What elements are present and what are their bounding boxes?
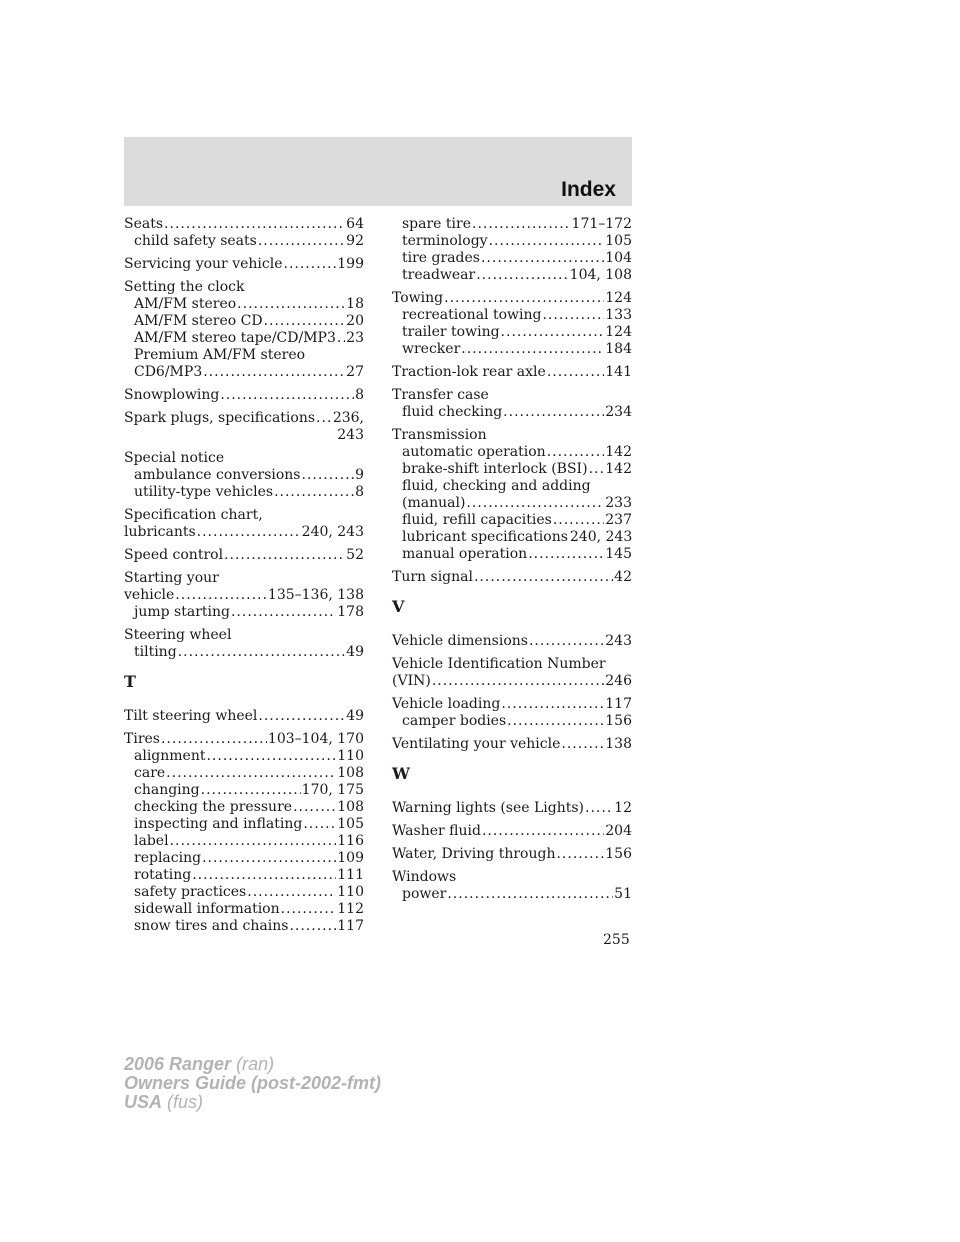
index-entry xyxy=(392,427,632,563)
index-term: Tires xyxy=(124,731,160,747)
index-letter-heading: V xyxy=(392,597,405,616)
index-term: Spark plugs, specifications xyxy=(124,410,316,426)
index-page-ref: 108 xyxy=(337,799,364,815)
index-entry xyxy=(392,869,632,903)
dot-leader xyxy=(585,800,613,817)
dot-leader xyxy=(476,267,568,284)
index-letter-heading: T xyxy=(124,672,136,691)
dot-leader xyxy=(529,633,604,650)
page-number: 255 xyxy=(603,932,630,948)
index-page-ref: 110 xyxy=(337,884,364,900)
footer-market: USA xyxy=(124,1092,163,1112)
index-entry xyxy=(124,731,364,935)
dot-leader xyxy=(481,250,604,267)
index-page-ref: 124 xyxy=(605,324,632,340)
index-page-ref: 112 xyxy=(337,901,364,917)
index-term: child safety seats xyxy=(134,233,257,249)
index-subentry-line xyxy=(392,307,632,324)
index-term: AM/FM stereo CD xyxy=(134,313,263,329)
index-page-ref: 237 xyxy=(605,512,632,528)
dot-leader xyxy=(489,233,605,250)
index-entry-line xyxy=(124,524,364,541)
index-subentry-line xyxy=(392,512,632,529)
index-subentry-line xyxy=(392,267,632,284)
index-term: Warning lights (see Lights) xyxy=(392,800,585,816)
index-subentry-line xyxy=(124,313,364,330)
index-term: recreational towing xyxy=(402,307,542,323)
index-page-ref: 104 xyxy=(605,250,632,266)
index-page-ref: 92 xyxy=(346,233,364,249)
index-page-ref: 110 xyxy=(337,748,364,764)
index-page-ref: 135–136, 138 xyxy=(267,587,364,603)
index-term: lubricants xyxy=(124,524,196,540)
index-term: AM/FM stereo tape/CD/MP3 xyxy=(134,330,336,346)
index-entry xyxy=(392,823,632,840)
index-term: Windows xyxy=(392,869,457,885)
index-subentry-line xyxy=(124,918,364,935)
dot-leader xyxy=(231,604,336,621)
index-entry-line xyxy=(392,569,632,586)
index-subentry-line xyxy=(392,444,632,461)
index-entry xyxy=(124,547,364,564)
index-entry-line xyxy=(392,846,632,863)
index-term: tilting xyxy=(134,644,177,660)
index-column-left xyxy=(124,216,364,941)
dot-leader xyxy=(202,850,336,867)
index-subentry-line xyxy=(392,478,632,495)
index-subentry-line xyxy=(124,816,364,833)
index-subentry-line xyxy=(124,782,364,799)
index-entry xyxy=(124,450,364,501)
index-entry-line xyxy=(392,696,632,713)
dot-leader xyxy=(472,216,571,233)
dot-leader xyxy=(482,823,604,840)
index-entry xyxy=(392,290,632,358)
footer xyxy=(124,1055,381,1112)
dot-leader xyxy=(293,799,336,816)
dot-leader xyxy=(301,467,354,484)
dot-leader xyxy=(474,569,613,586)
index-page-ref: 138 xyxy=(605,736,632,752)
index-entry xyxy=(124,410,364,444)
index-page-ref: 8 xyxy=(355,484,364,500)
index-entry xyxy=(392,846,632,863)
index-page-ref: 42 xyxy=(614,569,632,585)
index-entry xyxy=(124,507,364,541)
index-entry-line xyxy=(392,673,632,690)
footer-model-code: (ran) xyxy=(236,1054,275,1074)
dot-leader xyxy=(289,918,336,935)
index-entry xyxy=(124,387,364,404)
dot-leader xyxy=(178,644,346,661)
index-page-ref: 116 xyxy=(337,833,364,849)
index-subentry-line xyxy=(124,799,364,816)
dot-leader xyxy=(556,846,604,863)
index-subentry-line xyxy=(124,765,364,782)
index-term: wrecker xyxy=(402,341,461,357)
index-subentry-line xyxy=(124,867,364,884)
index-page-ref: 12 xyxy=(614,800,632,816)
index-entry-line xyxy=(124,507,364,524)
dot-leader xyxy=(501,696,604,713)
dot-leader xyxy=(220,387,354,404)
dot-leader xyxy=(542,307,604,324)
index-subentry-line xyxy=(392,529,632,546)
dot-leader xyxy=(175,587,267,604)
index-entry xyxy=(124,708,364,725)
index-subentry-line xyxy=(124,330,364,347)
index-term: Starting your xyxy=(124,570,219,586)
index-entry xyxy=(124,216,364,250)
index-subentry-line xyxy=(392,546,632,563)
index-subentry-line xyxy=(124,748,364,765)
index-term: jump starting xyxy=(134,604,230,620)
index-term: Washer fluid xyxy=(392,823,481,839)
index-page-ref: 243 xyxy=(337,427,364,443)
index-subentry-line xyxy=(124,604,364,621)
index-page-ref: 171–172 xyxy=(571,216,632,232)
dot-leader xyxy=(170,833,337,850)
index-term: tire grades xyxy=(402,250,480,266)
index-term: Seats xyxy=(124,216,164,232)
index-term: Setting the clock xyxy=(124,279,245,295)
index-term: care xyxy=(134,765,166,781)
index-term: terminology xyxy=(402,233,488,249)
index-term: vehicle xyxy=(124,587,175,603)
index-entry-line xyxy=(124,708,364,725)
dot-leader xyxy=(197,524,301,541)
index-term: label xyxy=(134,833,169,849)
index-entry xyxy=(392,696,632,730)
dot-leader xyxy=(206,748,336,765)
index-page-ref: 49 xyxy=(346,708,364,724)
index-term: brake-shift interlock (BSI) xyxy=(402,461,588,477)
index-term: Steering wheel xyxy=(124,627,232,643)
footer-guide: Owners Guide (post-2002-fmt) xyxy=(124,1073,382,1093)
index-term: camper bodies xyxy=(402,713,507,729)
index-page-ref: 156 xyxy=(605,713,632,729)
index-term: Turn signal xyxy=(392,569,473,585)
index-term: Speed control xyxy=(124,547,224,563)
index-column-right xyxy=(392,216,632,909)
index-term: Tilt steering wheel xyxy=(124,708,258,724)
index-entry xyxy=(392,569,632,586)
dot-leader xyxy=(258,233,345,250)
index-entry-line xyxy=(392,823,632,840)
index-term: spare tire xyxy=(402,216,472,232)
dot-leader xyxy=(166,765,336,782)
index-term: Traction-lok rear axle xyxy=(392,364,546,380)
index-page-ref: 170, 175 xyxy=(301,782,364,798)
dot-leader xyxy=(337,330,345,347)
index-term: CD6/MP3 xyxy=(134,364,203,380)
index-page-ref: 27 xyxy=(346,364,364,380)
index-subentry-line xyxy=(124,484,364,501)
index-term: safety practices xyxy=(134,884,247,900)
index-term: checking the pressure xyxy=(134,799,293,815)
index-page-ref: 236, xyxy=(332,410,364,426)
index-page-ref: 8 xyxy=(355,387,364,403)
index-page-ref: 20 xyxy=(346,313,364,329)
index-term: lubricant specifications xyxy=(402,529,568,545)
index-subentry-line xyxy=(392,404,632,421)
index-term: Servicing your vehicle xyxy=(124,256,283,272)
dot-leader xyxy=(501,324,605,341)
index-entry-line xyxy=(124,216,364,233)
index-entry xyxy=(392,216,632,284)
index-term: trailer towing xyxy=(402,324,500,340)
index-page-ref: 52 xyxy=(346,547,364,563)
index-subentry-line xyxy=(124,901,364,918)
index-entry-line xyxy=(124,279,364,296)
index-page-ref: 104, 108 xyxy=(569,267,632,283)
index-subentry-line xyxy=(124,296,364,313)
index-term: automatic operation xyxy=(402,444,546,460)
index-letter-heading: W xyxy=(392,764,410,783)
index-page-ref: 145 xyxy=(605,546,632,562)
index-page-ref: 49 xyxy=(346,644,364,660)
dot-leader xyxy=(553,512,604,529)
index-subentry-line xyxy=(124,850,364,867)
index-term: (manual) xyxy=(402,495,466,511)
index-entry xyxy=(392,633,632,650)
index-term: Towing xyxy=(392,290,444,306)
dot-leader xyxy=(461,341,604,358)
index-term: Transmission xyxy=(392,427,487,443)
index-entry-line xyxy=(392,290,632,307)
index-entry-line xyxy=(124,256,364,273)
index-term: treadwear xyxy=(402,267,476,283)
dot-leader xyxy=(258,708,345,725)
dot-leader xyxy=(503,404,604,421)
index-entry-line xyxy=(124,450,364,467)
index-page-ref: 9 xyxy=(355,467,364,483)
index-entry-line xyxy=(124,387,364,404)
index-page-ref: 124 xyxy=(605,290,632,306)
index-subentry-line xyxy=(124,364,364,381)
index-page-ref: 142 xyxy=(605,461,632,477)
index-entry xyxy=(124,570,364,621)
index-page-ref: 240, 243 xyxy=(569,529,633,545)
index-page-ref: 51 xyxy=(614,886,632,902)
index-page-ref: 243 xyxy=(605,633,632,649)
index-page-ref: 117 xyxy=(337,918,364,934)
dot-leader xyxy=(237,296,345,313)
index-page-ref: 105 xyxy=(337,816,364,832)
index-term: manual operation xyxy=(402,546,528,562)
index-entry-line xyxy=(124,427,364,444)
dot-leader xyxy=(589,461,605,478)
dot-leader xyxy=(507,713,604,730)
dot-leader xyxy=(432,673,604,690)
index-entry-line xyxy=(124,731,364,748)
header-band xyxy=(124,137,632,206)
index-page-ref: 204 xyxy=(605,823,632,839)
index-term: fluid checking xyxy=(402,404,503,420)
index-subentry-line xyxy=(124,833,364,850)
index-term: replacing xyxy=(134,850,202,866)
index-subentry-line xyxy=(124,233,364,250)
index-page-ref: 199 xyxy=(337,256,364,272)
index-term: ambulance conversions xyxy=(134,467,301,483)
dot-leader xyxy=(161,731,267,748)
index-page-ref: 111 xyxy=(337,867,364,883)
index-entry-line xyxy=(392,364,632,381)
index-entry-line xyxy=(124,547,364,564)
index-term: Specification chart, xyxy=(124,507,263,523)
index-page-ref: 141 xyxy=(605,364,632,380)
index-term: utility-type vehicles xyxy=(134,484,274,500)
footer-model: 2006 Ranger xyxy=(124,1054,232,1074)
index-term: snow tires and chains xyxy=(134,918,289,934)
index-page-ref: 156 xyxy=(605,846,632,862)
index-term: Vehicle dimensions xyxy=(392,633,528,649)
page-title: Index xyxy=(561,178,616,201)
index-entry xyxy=(124,627,364,661)
dot-leader xyxy=(164,216,345,233)
index-term: Snowplowing xyxy=(124,387,220,403)
index-term: AM/FM stereo xyxy=(134,296,237,312)
index-subentry-line xyxy=(392,713,632,730)
dot-leader xyxy=(547,444,605,461)
index-page-ref: 23 xyxy=(346,330,364,346)
index-entry-line xyxy=(392,427,632,444)
index-term: (VIN) xyxy=(392,673,431,689)
dot-leader xyxy=(284,256,337,273)
index-page-ref: 133 xyxy=(605,307,632,323)
index-subentry-line xyxy=(392,250,632,267)
index-entry xyxy=(392,656,632,690)
index-term: Transfer case xyxy=(392,387,489,403)
index-term: Ventilating your vehicle xyxy=(392,736,561,752)
index-entry-line xyxy=(392,869,632,886)
index-entry-line xyxy=(392,633,632,650)
dot-leader xyxy=(247,884,336,901)
index-entry xyxy=(392,387,632,421)
index-page-ref: 109 xyxy=(337,850,364,866)
index-page-ref: 105 xyxy=(605,233,632,249)
index-page-ref: 234 xyxy=(605,404,632,420)
index-term: fluid, checking and adding xyxy=(402,478,591,494)
footer-market-code: (fus) xyxy=(167,1092,204,1112)
index-entry xyxy=(392,736,632,753)
index-page-ref: 117 xyxy=(605,696,632,712)
index-term: fluid, refill capacities xyxy=(402,512,552,528)
index-entry-line xyxy=(124,587,364,604)
dot-leader xyxy=(561,736,604,753)
index-subentry-line xyxy=(124,467,364,484)
index-term: changing xyxy=(134,782,200,798)
index-term: inspecting and inflating xyxy=(134,816,303,832)
index-subentry-line xyxy=(392,324,632,341)
index-page-ref: 108 xyxy=(337,765,364,781)
dot-leader xyxy=(274,484,354,501)
index-term: alignment xyxy=(134,748,206,764)
index-entry-line xyxy=(124,410,364,427)
dot-leader xyxy=(201,782,301,799)
index-term: Vehicle Identification Number xyxy=(392,656,606,672)
dot-leader xyxy=(303,816,336,833)
index-subentry-line xyxy=(392,341,632,358)
index-term: Premium AM/FM stereo xyxy=(134,347,306,363)
index-entry-line xyxy=(392,387,632,404)
index-page-ref: 142 xyxy=(605,444,632,460)
dot-leader xyxy=(547,364,604,381)
dot-leader xyxy=(203,364,345,381)
index-term: Vehicle loading xyxy=(392,696,501,712)
index-subentry-line xyxy=(392,886,632,903)
index-subentry-line xyxy=(392,495,632,512)
index-page-ref: 178 xyxy=(337,604,364,620)
index-page-ref: 240, 243 xyxy=(301,524,364,540)
index-term: power xyxy=(402,886,447,902)
index-subentry-line xyxy=(124,644,364,661)
index-entry-line xyxy=(124,627,364,644)
index-entry-line xyxy=(392,656,632,673)
index-entry xyxy=(392,364,632,381)
dot-leader xyxy=(466,495,604,512)
index-term: sidewall information xyxy=(134,901,280,917)
dot-leader xyxy=(264,313,346,330)
index-page-ref: 233 xyxy=(605,495,632,511)
index-page-ref: 103–104, 170 xyxy=(267,731,364,747)
dot-leader xyxy=(316,410,332,427)
index-page-ref: 246 xyxy=(605,673,632,689)
index-entry xyxy=(124,279,364,381)
dot-leader xyxy=(192,867,336,884)
index-subentry-line xyxy=(124,884,364,901)
index-term: Water, Driving through xyxy=(392,846,556,862)
dot-leader xyxy=(224,547,345,564)
index-subentry-line xyxy=(124,347,364,364)
index-term: rotating xyxy=(134,867,192,883)
index-page-ref: 18 xyxy=(346,296,364,312)
index-term: Special notice xyxy=(124,450,225,466)
dot-leader xyxy=(528,546,604,563)
index-entry-line xyxy=(392,736,632,753)
index-subentry-line xyxy=(392,461,632,478)
dot-leader xyxy=(447,886,613,903)
dot-leader xyxy=(444,290,604,307)
index-entry xyxy=(392,800,632,817)
index-entry-line xyxy=(392,800,632,817)
index-page-ref: 184 xyxy=(605,341,632,357)
index-page-ref: 64 xyxy=(346,216,364,232)
index-subentry-line xyxy=(392,216,632,233)
index-entry-line xyxy=(124,570,364,587)
index-entry xyxy=(124,256,364,273)
index-subentry-line xyxy=(392,233,632,250)
dot-leader xyxy=(281,901,337,918)
